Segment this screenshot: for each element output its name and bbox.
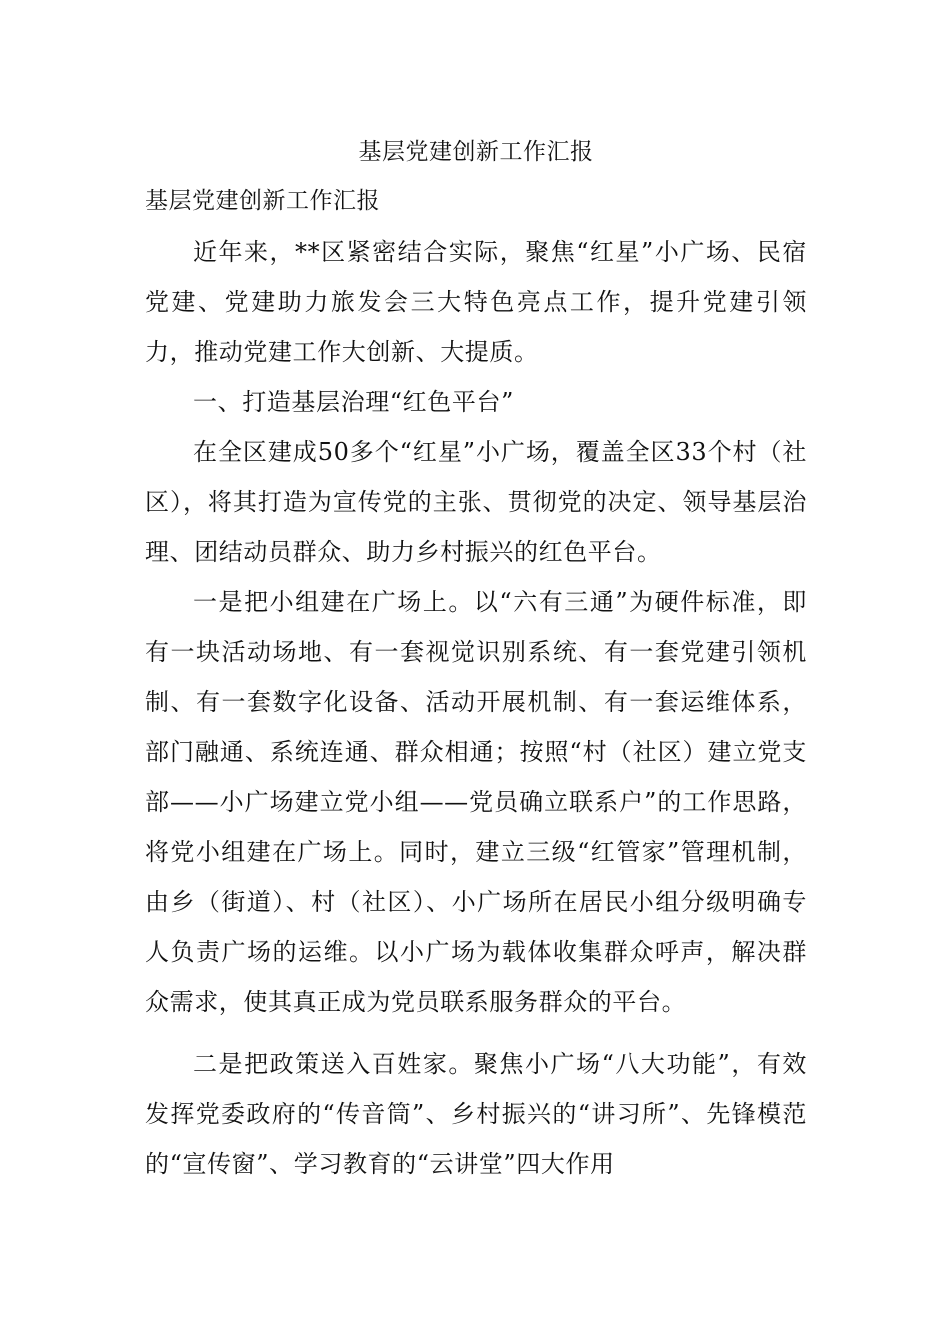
- section-heading-1: 一、打造基层治理“红色平台”: [193, 388, 514, 416]
- paragraph-intro: 近年来，**区紧密结合实际，聚焦“红星”小广场、民宿党建、党建助力旅发会三大特色亮点工作，提升党建引领力，推动党建工作大创新、大提质。: [145, 238, 807, 366]
- paragraph-red-platform: 在全区建成50多个“红星”小广场，覆盖全区33个村（社区），将其打造为宣传党的主张、贯彻党的决定、领导基层治理、团结动员群众、助力乡村振兴的红色平台。: [145, 438, 807, 566]
- document-body: [145, 134, 807, 1189]
- document-subtitle: 基层党建创新工作汇报: [145, 188, 380, 214]
- document-title: 基层党建创新工作汇报: [358, 139, 594, 165]
- paragraph-point-1: 一是把小组建在广场上。以“六有三通”为硬件标准，即有一块活动场地、有一套视觉识别系统、有一套党建引领机制、有一套数字化设备、活动开展机制、有一套运维体系，部门融通、系统连通、群众相通；按照“村（社区）建立党支部——小广场建立党小组——党员确立联系户”的工作思路，将党小组建在广场上。同时，建立三级“红管家”管理机制，由乡（街道）、村（社区）、小广场所在居民小组分级明确专人负责广场的运维。以小广场为载体收集群众呼声，解决群众需求，使其真正成为党员联系服务群众的平台。: [145, 588, 807, 1016]
- paragraph-point-2: 二是把政策送入百姓家。聚焦小广场“八大功能”，有效发挥党委政府的“传音筒”、乡村振兴的“讲习所”、先锋模范的“宣传窗”、学习教育的“云讲堂”四大作用: [145, 1050, 807, 1178]
